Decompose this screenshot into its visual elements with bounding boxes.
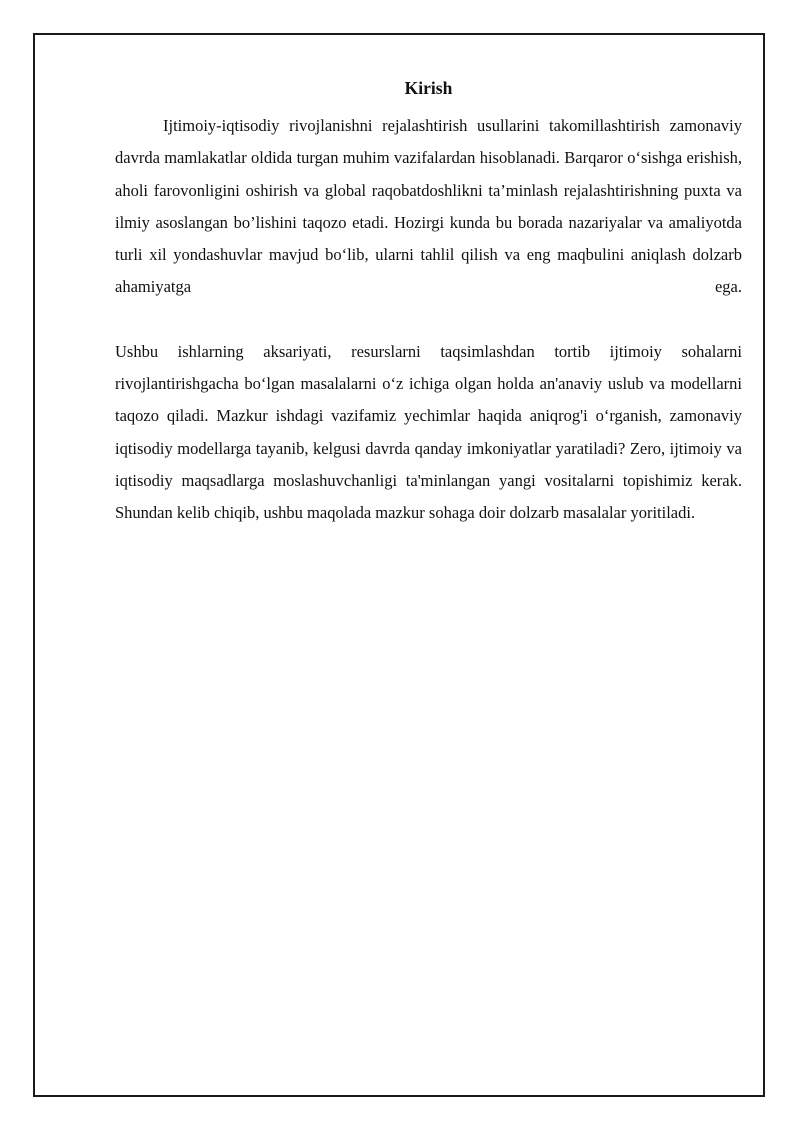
paragraph-intro: Ijtimoiy-iqtisodiy rivojlanishni rejalashtirish usullarini takomillashtirish zamonaviy davrda mamlakatlar oldida turgan muhim vazifalardan hisoblanadi. Barqaror o‘sishga erishish, aholi farovonligini oshirish va global raqobatdoshlikni ta’minlash rejalashtirishning puxta va ilmiy asoslangan bo’lishini taqozo etadi. Hozirgi kunda bu borada nazariyalar va amaliyotda turli xil yondashuvlar mavjud bo‘lib, ularni tahlil qilish va eng maqbulini aniqlash dolzarb ahamiyatga ega. bbox=[115, 116, 742, 297]
section-title: Kirish bbox=[404, 78, 453, 98]
paragraph-scope: Ushbu ishlarning aksariyati, resurslarni taqsimlashdan tortib ijtimoiy sohalarni rivojlantirishgacha bo‘lgan masalalarni o‘z ichiga olgan holda an'anaviy uslub va modellarni taqozo qiladi. Mazkur ishdagi vazifamiz yechimlar haqida aniqrog'i o‘rganish, zamonaviy iqtisodiy modellarga tayanib, kelgusi davrda qanday imkoniyatlar yaratiladi? Zero, ijtimoiy va iqtisodiy maqsadlarga moslashuvchanligi ta'minlangan yangi vositalarni topishimiz kerak. Shundan kelib chiqib, ushbu maqolada mazkur sohaga doir dolzarb masalalar yoritiladi. bbox=[115, 341, 742, 523]
document-body bbox=[115, 76, 742, 530]
